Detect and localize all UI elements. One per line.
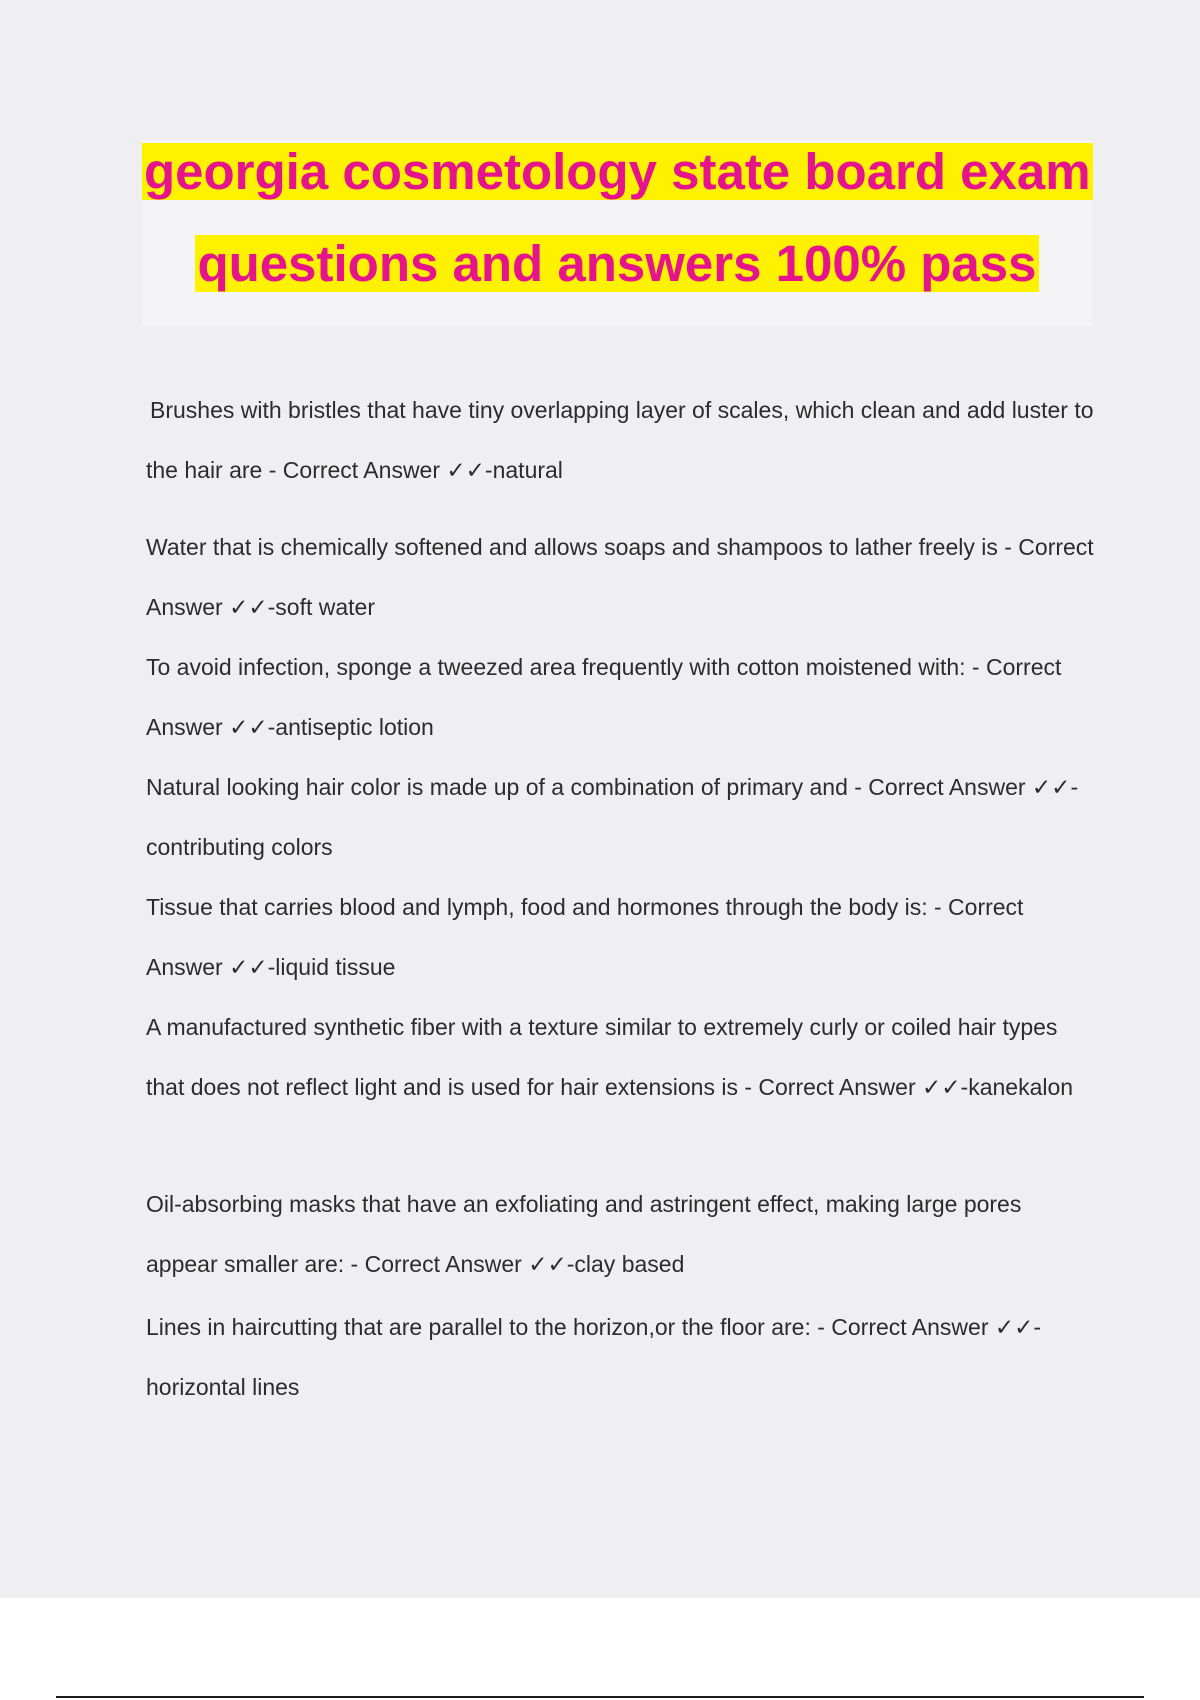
document-title-line-2 bbox=[142, 234, 1092, 294]
qa-item-5: Tissue that carries blood and lymph, food and hormones through the body is: - Correct Answer ✓✓-liquid tissue bbox=[146, 894, 1024, 980]
qa-item-8: Lines in haircutting that are parallel to the horizon,or the floor are: - Correct Answer ✓✓-horizontal lines bbox=[146, 1314, 1042, 1400]
title-highlight-2: questions and answers 100% pass bbox=[197, 235, 1037, 292]
qa-item-2: Water that is chemically softened and allows soaps and shampoos to lather freely is - Correct Answer ✓✓-soft water bbox=[146, 534, 1094, 620]
qa-item-4: Natural looking hair color is made up of a combination of primary and - Correct Answer ✓✓-contributing colors bbox=[146, 774, 1079, 860]
title-highlight-1: georgia cosmetology state board exam bbox=[144, 143, 1091, 200]
title-block bbox=[142, 140, 1092, 326]
qa-item-6: A manufactured synthetic fiber with a texture similar to extremely curly or coiled hair types that does not reflect light and is used for hair extensions is - Correct Answer ✓✓-kanekalon bbox=[146, 1014, 1074, 1100]
qa-item-1: Brushes with bristles that have tiny overlapping layer of scales, which clean and add luster to the hair are - Correct Answer ✓✓-natural bbox=[146, 397, 1094, 483]
qa-item-7: Oil-absorbing masks that have an exfoliating and astringent effect, making large pores appear smaller are: - Correct Answer ✓✓-clay based bbox=[146, 1191, 1022, 1277]
document-title-line-1 bbox=[142, 142, 1092, 202]
bottom-divider bbox=[56, 1696, 1144, 1698]
qa-item-3: To avoid infection, sponge a tweezed area frequently with cotton moistened with: - Correct Answer ✓✓-antiseptic lotion bbox=[146, 654, 1062, 740]
